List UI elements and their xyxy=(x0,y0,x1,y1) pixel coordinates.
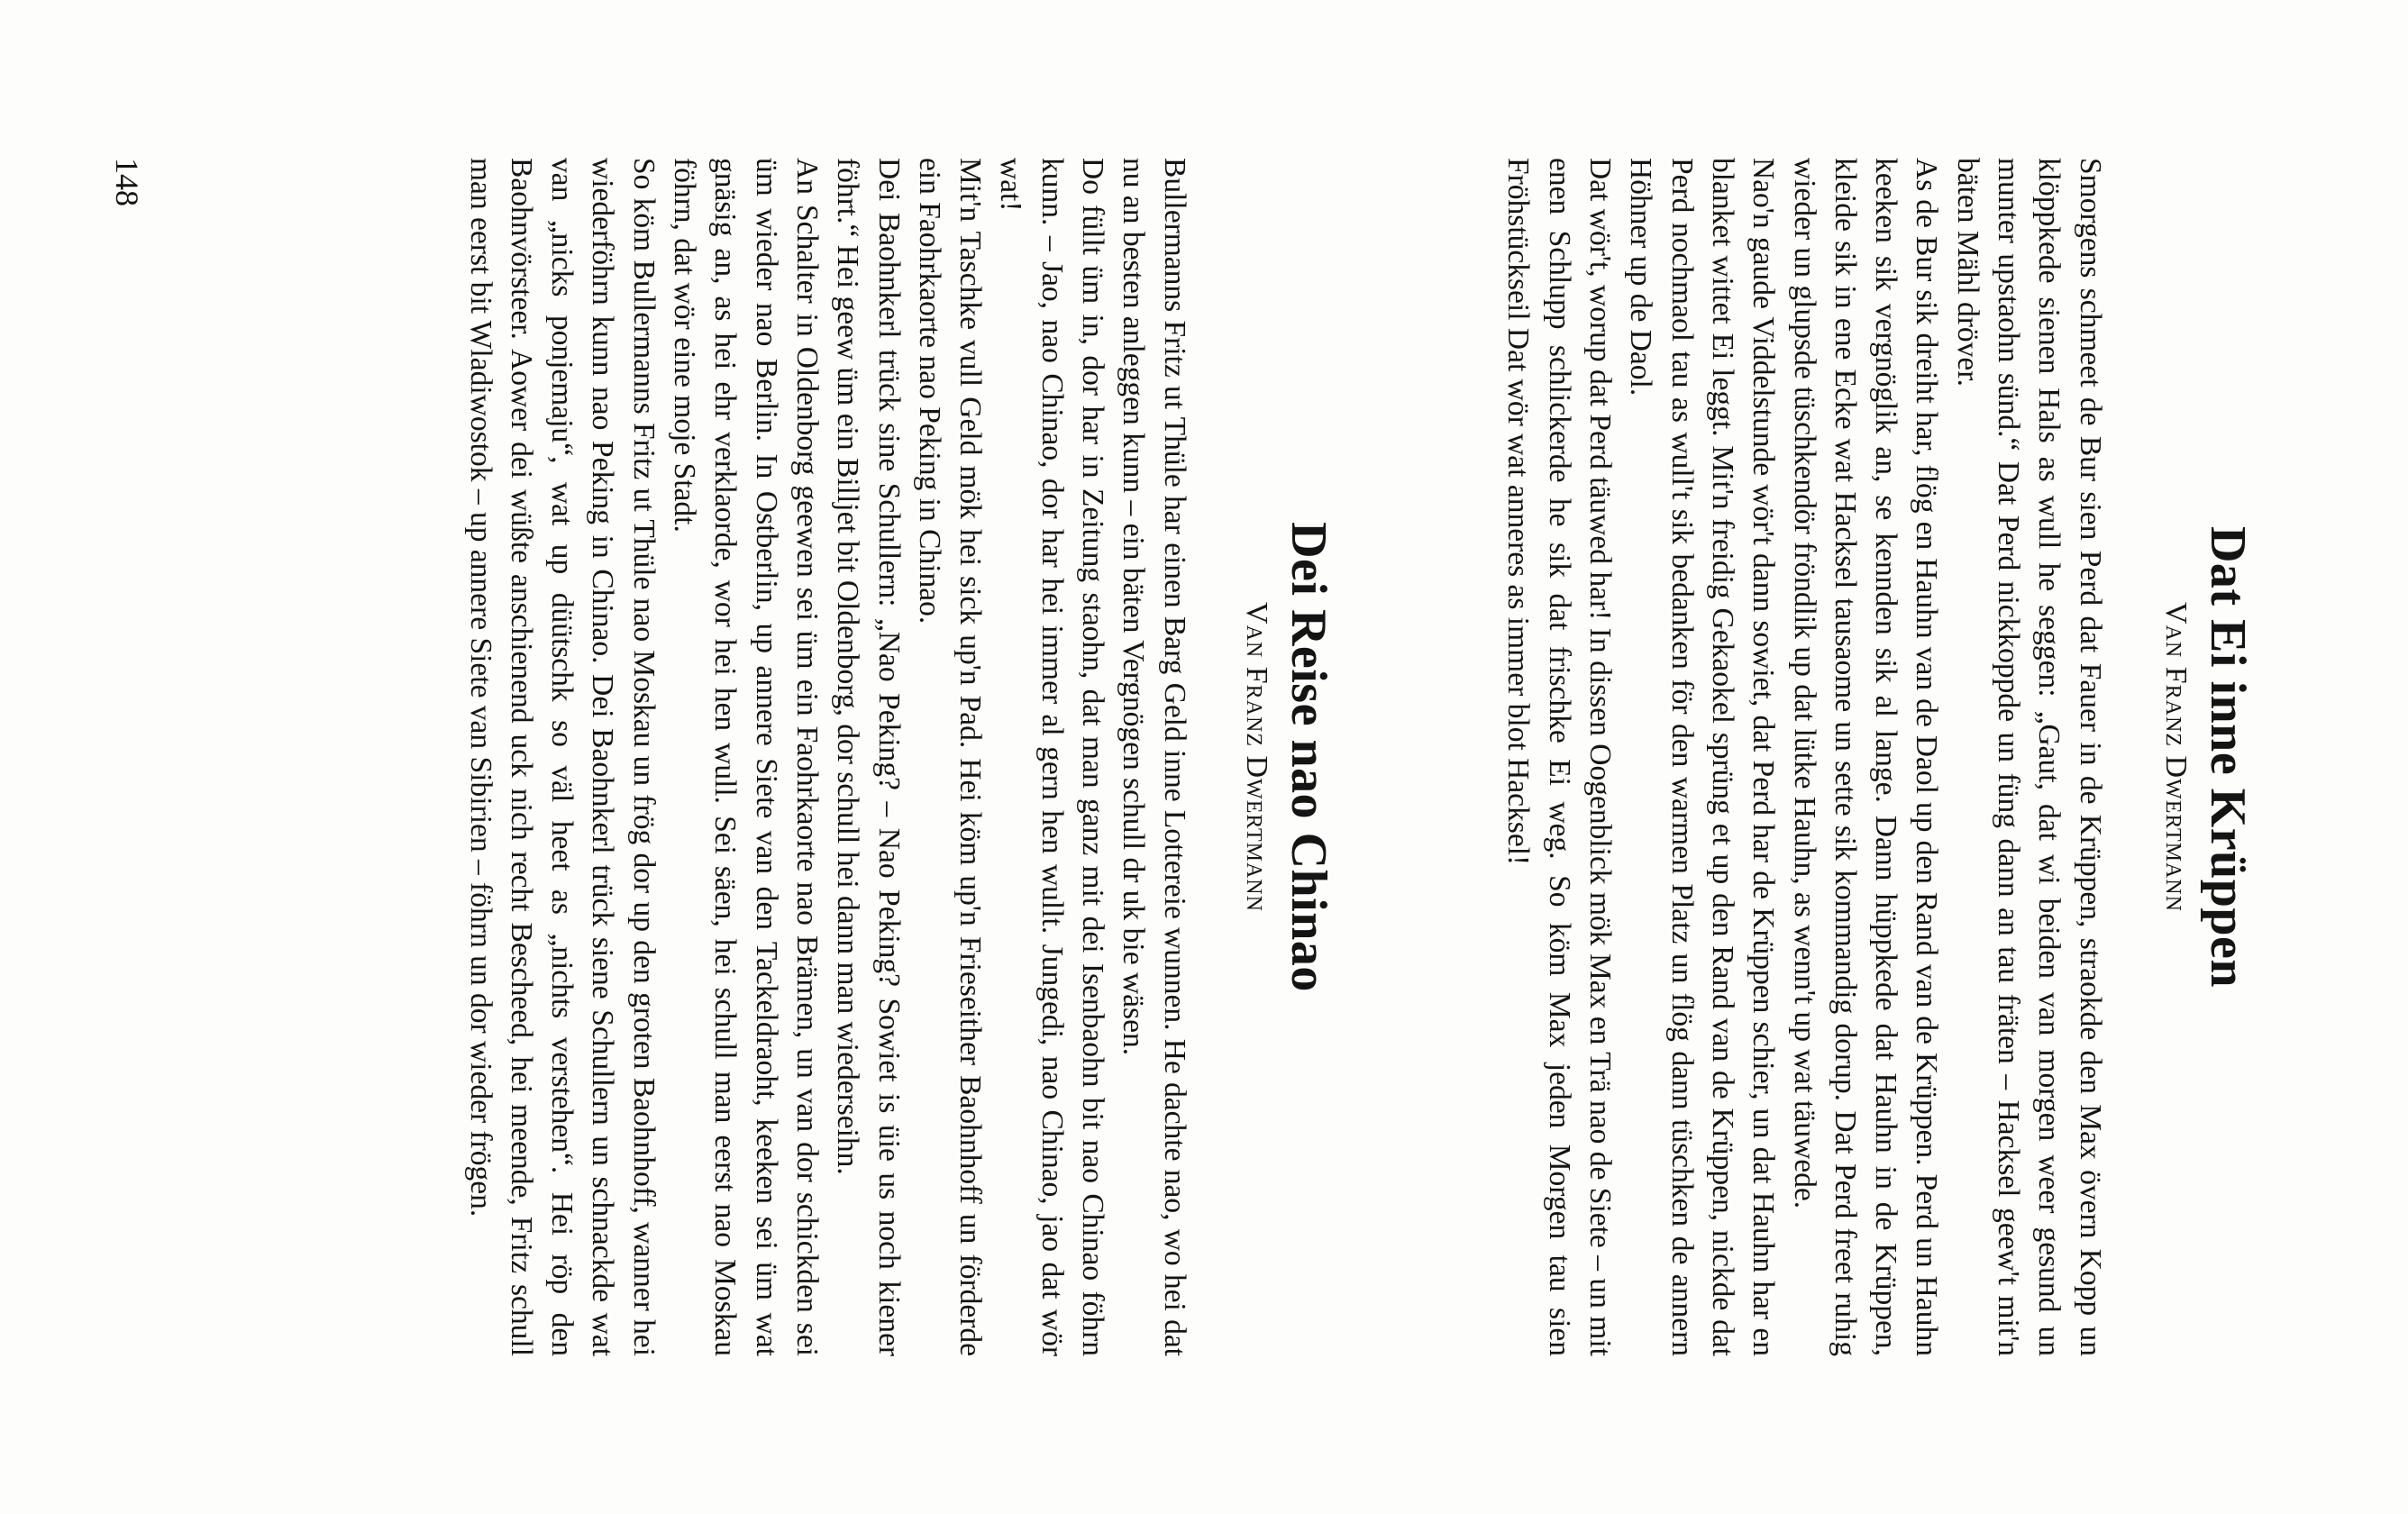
paragraph: Nao'n gaude Viddelstunde wör't dann sowiet, dat Perd har de Krüppen schier, un dat Hauhn har en blanket wittet Ei leggt. Mit'n freidig Gekaokel sprüng et up den Rand van de Krüppen, nickde dat Perd nochmaol tau as wull't sik bedanken för den warmen Platz un flög dann tüschken de annern Höhner up de Daol. xyxy=(1624,158,1781,1356)
story-dei-reise-nao-chinao xyxy=(460,158,1336,1356)
paragraph: Do füllt üm in, dor har in Zeitung staohn, dat man ganz mit dei Isenbaohn bit nao Chinao föhrn kunn. – Jao, nao Chinao, dor har hei immer al gern hen wullt. Jungedi, nao Chinao, jao dat wör wat! xyxy=(994,158,1110,1356)
story-author: Van Franz Dwertmann xyxy=(1240,602,1274,912)
paragraph: Dei Baohnkerl trück sine Schullern: „Nao Peking? – Nao Peking? Sowiet is üie us noch kiener föhrt.“ Hei geew üm ein Billjet bit Oldenborg, dor schull hei dann man wiederseihn. xyxy=(831,158,906,1356)
paragraph: As de Bur sik dreiht har, flög en Hauhn van de Daol up den Rand van de Krüppen. Perd un Hauhn keeken sik vergnöglik an, se kennden sik al lange. Dann hüppkede dat Hauhn in de Krüppen, kleide sik in ene Ecke wat Hacksel tausaome un sette sik kommandig dorup. Dat Perd freet ruhig wieder un glupsde tüschkendör fröndlik up dat lütke Hauhn, as wenn't up wat täuwede. xyxy=(1787,158,1944,1356)
paragraph: Mit'n Taschke vull Geld mök hei sick up'n Pad. Hei köm up'n Frieseither Baohnhoff un förderde ein Faohrkaorte nao Peking in Chinao. xyxy=(912,158,988,1356)
book-page xyxy=(110,158,2255,1356)
paragraph: Dat wör't, worup dat Perd täuwed har! In dissen Oogenblick mök Max en Trä nao de Siete – un mit enen Schlupp schlickerde he sik dat frischke Ei weg. So köm Max jeden Morgen tau sien Fröhstückseil Dat wör wat anneres as immer blot Hacksel! xyxy=(1501,158,1618,1356)
story-author: Van Franz Dwertmann xyxy=(2159,602,2194,912)
paragraph: An Schalter in Oldenborg geewen sei üm ein Faohrkaorte nao Brämen, un van dor schickden sei üm wieder nao Berlin. In Ostberlin, up annere Siete van den Tackeldraoht, keeken sei üm wat gnäsig an, as hei ehr verklaorde, wor hei hen wull. Sei säen, hei schull man eerst nao Moskau föhrn, dat wör eine moje Stadt. xyxy=(668,158,824,1356)
story-title: Dat Ei inne Krüppen xyxy=(2200,525,2256,989)
page-number: 148 xyxy=(109,158,145,206)
story-title: Dei Reise nao Chinao xyxy=(1281,522,1336,992)
paragraph: So köm Bullermanns Fritz ut Thüle nao Moskau un frög dor up den groten Baohnhoff, wanner hei wiederföhrn kunn nao Peking in Chinao. Dei Baohnkerl trück siene Schullern un schnackde wat van „nicks ponjemaju“, wat up düütschk so väl heet as „nichts verstehen“. Hei röp den Baohnvörsteer. Aower dei wüßte anschienend uck nich recht Bescheed, hei meende, Fritz schull man eerst bit Wladiwostok – up annere Siete van Sibirien – föhrn un dor wieder frögen. xyxy=(463,158,661,1356)
paragraph: Smorgens schmeet de Bur sien Perd dat Fauer in de Krüppen, straokde den Max övern Kopp un klöppkede sienen Hals as wull he seggen: „Gaut, dat wi beiden van morgen weer gesund un munter upstaohn sünd.“ Dat Perd nickkoppde un füng dann an tau fräten – Hacksel geew't mit'n bäten Mähl dröver. xyxy=(1950,158,2107,1356)
paragraph: Bullermanns Fritz ut Thüle har einen Barg Geld inne Lottereie wunnen. He dachte nao, wo hei dat nu an besten anleggen kunn – ein bäten Vergnögen schull dr uk bie wäsen. xyxy=(1117,158,1191,1356)
story-dat-ei-inne-kruppen xyxy=(1498,158,2255,1356)
